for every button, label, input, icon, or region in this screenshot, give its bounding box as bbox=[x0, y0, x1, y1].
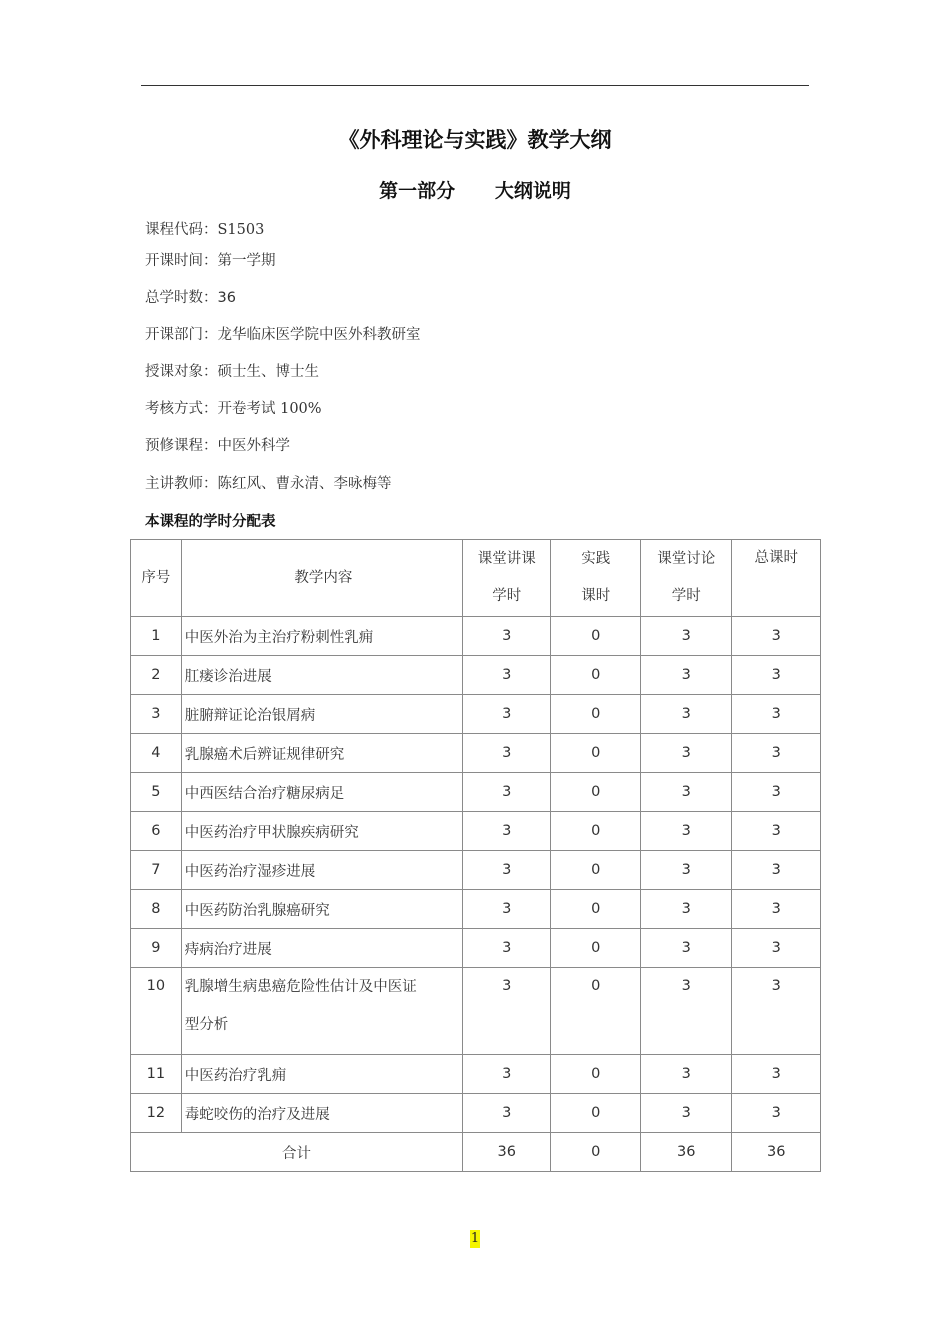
cell-total: 3 bbox=[732, 968, 821, 1055]
cell-discussion: 3 bbox=[640, 968, 732, 1055]
table-row bbox=[131, 617, 821, 656]
meta-total-hours bbox=[145, 286, 236, 307]
cell-discussion: 3 bbox=[640, 617, 732, 656]
cell-discussion: 3 bbox=[640, 890, 732, 929]
cell-practice: 0 bbox=[551, 734, 640, 773]
cell-total: 3 bbox=[732, 734, 821, 773]
header-content: 教学内容 bbox=[181, 540, 462, 617]
cell-practice: 0 bbox=[551, 617, 640, 656]
cell-content: 中西医结合治疗糖尿病足 bbox=[181, 773, 462, 812]
cell-lecture: 3 bbox=[462, 1094, 551, 1133]
cell-discussion: 3 bbox=[640, 1094, 732, 1133]
cell-content: 毒蛇咬伤的治疗及进展 bbox=[181, 1094, 462, 1133]
cell-content bbox=[181, 968, 462, 1055]
meta-label: 预修课程： bbox=[145, 438, 218, 454]
header-practice-line1: 实践 bbox=[581, 551, 611, 567]
table-caption: 本课程的学时分配表 bbox=[145, 513, 276, 530]
cell-lecture: 3 bbox=[462, 1055, 551, 1094]
cell-practice: 0 bbox=[551, 812, 640, 851]
meta-assessment bbox=[145, 397, 322, 418]
table-row bbox=[131, 1094, 821, 1133]
meta-value: S1503 bbox=[217, 222, 265, 238]
total-total: 36 bbox=[732, 1133, 821, 1172]
cell-practice: 0 bbox=[551, 773, 640, 812]
cell-content: 中医药治疗湿疹进展 bbox=[181, 851, 462, 890]
cell-content: 中医药防治乳腺癌研究 bbox=[181, 890, 462, 929]
cell-total: 3 bbox=[732, 1055, 821, 1094]
cell-no: 9 bbox=[131, 929, 182, 968]
cell-discussion: 3 bbox=[640, 812, 732, 851]
meta-label: 课程代码： bbox=[145, 222, 218, 238]
cell-lecture: 3 bbox=[462, 812, 551, 851]
cell-practice: 0 bbox=[551, 656, 640, 695]
cell-no: 4 bbox=[131, 734, 182, 773]
meta-value: 第一学期 bbox=[217, 253, 276, 269]
meta-department bbox=[145, 323, 421, 344]
cell-discussion: 3 bbox=[640, 1055, 732, 1094]
cell-practice: 0 bbox=[551, 851, 640, 890]
cell-total: 3 bbox=[732, 617, 821, 656]
header-practice bbox=[551, 540, 640, 617]
meta-value: 中医外科学 bbox=[217, 438, 290, 454]
total-discussion: 36 bbox=[640, 1133, 732, 1172]
cell-total: 3 bbox=[732, 656, 821, 695]
cell-practice: 0 bbox=[551, 1055, 640, 1094]
cell-practice: 0 bbox=[551, 1094, 640, 1133]
table-row bbox=[131, 1055, 821, 1094]
cell-discussion: 3 bbox=[640, 929, 732, 968]
cell-discussion: 3 bbox=[640, 695, 732, 734]
table-row bbox=[131, 695, 821, 734]
meta-instructors bbox=[145, 472, 392, 493]
table-row bbox=[131, 656, 821, 695]
header-discussion bbox=[640, 540, 732, 617]
header-lecture-line1: 课堂讲课 bbox=[477, 551, 536, 567]
cell-content: 脏腑辩证论治银屑病 bbox=[181, 695, 462, 734]
cell-no: 6 bbox=[131, 812, 182, 851]
document-subtitle: 第一部分 大纲说明 bbox=[379, 180, 571, 202]
cell-no: 2 bbox=[131, 656, 182, 695]
table-row bbox=[131, 734, 821, 773]
header-no: 序号 bbox=[131, 540, 182, 617]
cell-content: 中医药治疗甲状腺疾病研究 bbox=[181, 812, 462, 851]
cell-lecture: 3 bbox=[462, 734, 551, 773]
cell-practice: 0 bbox=[551, 890, 640, 929]
table-row bbox=[131, 890, 821, 929]
hours-allocation-table bbox=[130, 539, 821, 1172]
cell-total: 3 bbox=[732, 851, 821, 890]
table-row bbox=[131, 773, 821, 812]
header-total: 总课时 bbox=[732, 540, 821, 617]
cell-lecture: 3 bbox=[462, 851, 551, 890]
total-label: 合计 bbox=[131, 1133, 463, 1172]
meta-course-code bbox=[145, 218, 264, 239]
meta-value: 陈红风、曹永清、李咏梅等 bbox=[217, 476, 392, 492]
cell-lecture: 3 bbox=[462, 968, 551, 1055]
table-row bbox=[131, 968, 821, 1055]
meta-value: 36 bbox=[217, 290, 236, 306]
total-practice: 0 bbox=[551, 1133, 640, 1172]
meta-semester bbox=[145, 249, 276, 270]
cell-lecture: 3 bbox=[462, 773, 551, 812]
cell-no: 1 bbox=[131, 617, 182, 656]
cell-no: 3 bbox=[131, 695, 182, 734]
meta-label: 开课部门： bbox=[145, 327, 218, 343]
cell-total: 3 bbox=[732, 929, 821, 968]
header-lecture-line2: 学时 bbox=[492, 588, 522, 604]
header-discussion-line2: 学时 bbox=[671, 588, 701, 604]
cell-lecture: 3 bbox=[462, 656, 551, 695]
cell-discussion: 3 bbox=[640, 656, 732, 695]
cell-discussion: 3 bbox=[640, 773, 732, 812]
table-row bbox=[131, 851, 821, 890]
header-practice-line2: 课时 bbox=[581, 588, 611, 604]
table-total-row bbox=[131, 1133, 821, 1172]
cell-practice: 0 bbox=[551, 968, 640, 1055]
cell-content: 乳腺癌术后辨证规律研究 bbox=[181, 734, 462, 773]
cell-total: 3 bbox=[732, 1094, 821, 1133]
cell-discussion: 3 bbox=[640, 734, 732, 773]
table-row bbox=[131, 812, 821, 851]
cell-no: 8 bbox=[131, 890, 182, 929]
meta-label: 主讲教师： bbox=[145, 476, 218, 492]
document-title: 《外科理论与实践》教学大纲 bbox=[338, 127, 612, 152]
cell-total: 3 bbox=[732, 890, 821, 929]
meta-value: 开卷考试 100% bbox=[217, 401, 322, 417]
cell-lecture: 3 bbox=[462, 890, 551, 929]
meta-label: 开课时间： bbox=[145, 253, 218, 269]
meta-label: 授课对象： bbox=[145, 364, 218, 380]
meta-prerequisite bbox=[145, 434, 290, 455]
meta-audience bbox=[145, 360, 319, 381]
cell-no: 7 bbox=[131, 851, 182, 890]
cell-practice: 0 bbox=[551, 929, 640, 968]
table-row bbox=[131, 929, 821, 968]
header-discussion-line1: 课堂讨论 bbox=[657, 551, 716, 567]
cell-no: 12 bbox=[131, 1094, 182, 1133]
meta-value: 硕士生、博士生 bbox=[217, 364, 319, 380]
total-lecture: 36 bbox=[462, 1133, 551, 1172]
cell-content: 痔病治疗进展 bbox=[181, 929, 462, 968]
cell-content: 肛瘘诊治进展 bbox=[181, 656, 462, 695]
cell-total: 3 bbox=[732, 695, 821, 734]
cell-total: 3 bbox=[732, 773, 821, 812]
cell-no: 10 bbox=[131, 968, 182, 1055]
cell-content-line1: 乳腺增生病患癌危险性估计及中医证 bbox=[184, 979, 417, 995]
cell-lecture: 3 bbox=[462, 695, 551, 734]
meta-label: 考核方式： bbox=[145, 401, 218, 417]
cell-total: 3 bbox=[732, 812, 821, 851]
page-number: 1 bbox=[470, 1231, 480, 1246]
table-header-row bbox=[131, 540, 821, 617]
cell-no: 5 bbox=[131, 773, 182, 812]
cell-lecture: 3 bbox=[462, 617, 551, 656]
cell-content: 中医药治疗乳痈 bbox=[181, 1055, 462, 1094]
cell-lecture: 3 bbox=[462, 929, 551, 968]
meta-label: 总学时数： bbox=[145, 290, 218, 306]
cell-discussion: 3 bbox=[640, 851, 732, 890]
cell-content: 中医外治为主治疗粉刺性乳痈 bbox=[181, 617, 462, 656]
cell-content-line2: 型分析 bbox=[184, 1017, 229, 1033]
meta-value: 龙华临床医学院中医外科教研室 bbox=[217, 327, 421, 343]
cell-practice: 0 bbox=[551, 695, 640, 734]
header-rule bbox=[141, 85, 809, 86]
cell-no: 11 bbox=[131, 1055, 182, 1094]
header-lecture bbox=[462, 540, 551, 617]
